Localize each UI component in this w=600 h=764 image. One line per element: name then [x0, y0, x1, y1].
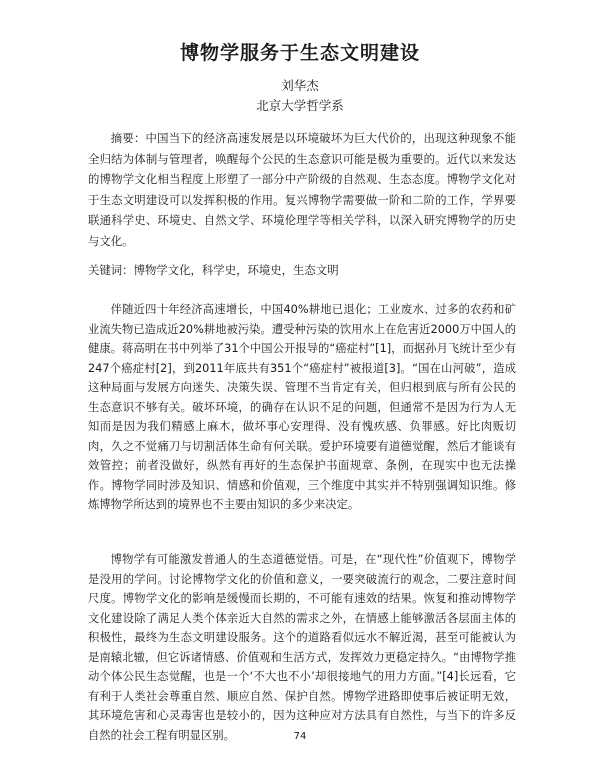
- body-paragraph: 伴随近四十年经济高速增长，中国40%耕地已退化；工业废水、过多的农药和矿业流失物已造成近20%耕地被污染。遭受种污染的饮用水上在危害近2000万中国人的健康。蒋高明在书中列举了31个中国公开报导的“癌症村”[1]，而据孙月飞统计至少有247个癌症村[2]，到2011年底共有351个“癌症村”被报道[3]。“国在山河破”，造成这种局面与发展方向迷失、决策失误、管理不当肯定有关，但归根到底与所有公民的生态意识不够有关。破坏环境，的确存在认识不足的问题，但通常不是因为行为人无知而是因为我们精感上麻木，做坏事心安理得、没有愧疚感、负罪感。好比肉贩切肉，久之不觉痛刀与切割活体生命有何关联。爱护环境要有道德觉醒，然后才能谈有效管控；前者没做好，纵然有再好的生态保护书面规章、条例，在现实中也无法操作。博物学同时涉及知识、情感和价值观，三个维度中其实并不特别强调知识维。修炼博物学所达到的境界也不主要由知识的多少来决定。: [88, 303, 516, 511]
- body-paragraph: 博物学有可能激发普通人的生态道德觉悟。可是，在“现代性”价值观下，博物学是没用的学问。讨论博物学文化的价值和意义，一要突破流行的观念，二要注意时间尺度。博物学文化的影响是缓慢而长期的，不可能有速效的结果。恢复和推动博物学文化建设除了满足人类个体亲近大自然的需求之外，在情感上能够激活各层面主体的积极性，最终为生态文明建设服务。这个的道路看似远水不解近渴，甚至可能被认为是南辕北辙，但它诉诸情感、价值观和生活方式，发挥效力更稳定持久。“由博物学推动个体公民生态觉醒，也是一个‘不大也不小’却很接地气的用力方面。”[4]长远看，它有利于人类社会尊重自然、顺应自然、保护自然。博物学进路即使事后被证明无效，其环境危害和心灵毒害也是较小的，因为这种应对方法具有自然性，与当下的许多反自然的社会工程有明显区别。: [88, 553, 516, 742]
- paper-title: 博物学服务于生态文明建设: [179, 42, 420, 64]
- page-number: 74: [293, 731, 307, 742]
- abstract: 摘要：中国当下的经济高速发展是以环境破坏为巨大代价的，出现这种现象不能全归结为体制与管理者，唤醒每个公民的生态意识可能是极为重要的。近代以来发达的博物学文化相当程度上形塑了一部分中产阶级的自然观、生态态度。博物学文化对于生态文明建设可以发挥积极的作用。复兴博物学需要做一阶和二阶的工作，学界要联通科学史、环境史、自然文学、环境伦理学等相关学科，以深入研究博物学的历史与文化。: [88, 131, 516, 248]
- author-affiliation: 北京大学哲学系: [256, 98, 344, 113]
- author-name: 刘华杰: [281, 78, 319, 93]
- keywords: 关键词：博物学文化，科学史，环境史，生态文明: [88, 263, 339, 277]
